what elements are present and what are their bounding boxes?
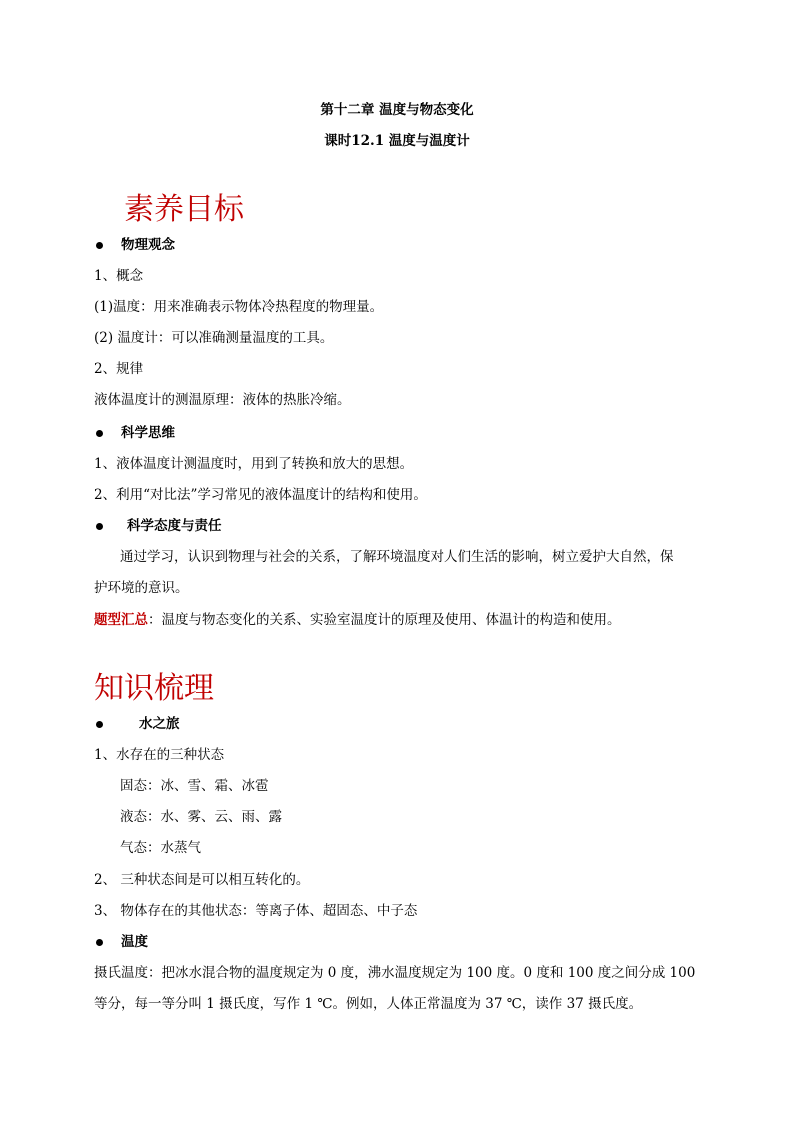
bullet-physics-concept: [94, 236, 175, 254]
paragraph: 固态：冰、雪、霜、冰雹: [120, 778, 269, 794]
paragraph: 摄氏温度：把冰水混合物的温度规定为 0 度，沸水温度规定为 100 度。0 度和 100 度之间分成 100: [94, 965, 696, 981]
paragraph: 1、液体温度计测温度时，用到了转换和放大的思想。: [94, 456, 414, 472]
section-heading-knowledge: 知识梳理: [94, 671, 214, 706]
bullet-dot-icon: [96, 242, 103, 249]
paragraph: 2、规律: [94, 361, 144, 377]
question-types-text: ：温度与物态变化的关系、实验室温度计的原理及使用、体温计的构造和使用。: [148, 612, 621, 628]
paragraph: 1、水存在的三种状态: [94, 747, 225, 763]
paragraph: 通过学习，认识到物理与社会的关系，了解环境温度对人们生活的影响，树立爱护大自然，保: [120, 549, 674, 565]
question-types-label: 题型汇总: [94, 612, 148, 628]
bullet-label: 水之旅: [139, 716, 180, 732]
paragraph: 护环境的意识。: [94, 580, 189, 596]
paragraph: 液体温度计的测温原理：液体的热胀冷缩。: [94, 392, 351, 408]
bullet-dot-icon: [96, 721, 103, 728]
paragraph: 3、 物体存在的其他状态：等离子体、超固态、中子态: [94, 903, 418, 919]
question-types-summary: [94, 611, 621, 629]
paragraph: 液态：水、雾、云、雨、露: [120, 809, 282, 825]
bullet-label: 科学态度与责任: [127, 518, 222, 534]
lesson-title: 课时12.1 温度与温度计: [324, 133, 470, 149]
section-heading-goals: 素养目标: [124, 192, 244, 227]
paragraph: 2、 三种状态间是可以相互转化的。: [94, 872, 310, 888]
bullet-temperature: [94, 933, 148, 951]
paragraph: (1)温度：用来准确表示物体冷热程度的物理量。: [94, 299, 384, 315]
bullet-label: 温度: [121, 934, 148, 950]
bullet-attitude-responsibility: [94, 517, 222, 535]
bullet-water-journey: [94, 715, 180, 733]
bullet-label: 物理观念: [121, 237, 175, 253]
paragraph: 等分，每一等分叫 1 摄氏度，写作 1 ℃。例如，人体正常温度为 37 ℃，读作 37 摄氏度。: [94, 996, 643, 1012]
paragraph: 1、概念: [94, 268, 144, 284]
bullet-dot-icon: [96, 523, 103, 530]
bullet-dot-icon: [96, 939, 103, 946]
paragraph: 2、利用“对比法”学习常见的液体温度计的结构和使用。: [94, 487, 427, 503]
paragraph: 气态：水蒸气: [120, 840, 201, 856]
bullet-dot-icon: [96, 430, 103, 437]
bullet-label: 科学思维: [121, 425, 175, 441]
chapter-title: 第十二章 温度与物态变化: [320, 102, 474, 118]
paragraph: (2) 温度计：可以准确测量温度的工具。: [94, 330, 334, 346]
bullet-scientific-thinking: [94, 424, 175, 442]
